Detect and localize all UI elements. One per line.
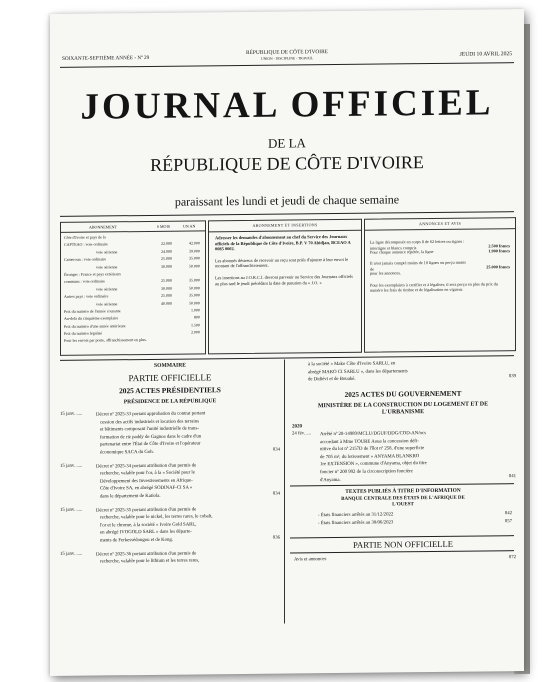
annonces-p3b: pour les annonces. xyxy=(370,270,402,276)
right-top-entry xyxy=(290,359,516,384)
annonces-p2-val: 1.900 francs xyxy=(488,247,510,254)
abonnement-row-label: voie aérienne xyxy=(96,286,118,292)
entry-line: et bâtiments composant l'unité industrielle de trans- xyxy=(100,426,199,433)
partie-non-officielle-heading: PARTIE NON OFFICIELLE xyxy=(353,538,453,550)
entry-line: de 705 m², du lotissement « ANYAMA BLANKRO xyxy=(320,453,420,460)
abonnement-insertions-heading: ABONNEMENT ET INSERTIONS xyxy=(209,220,361,233)
etat-label: - États financiers arrêtés au 31/12/2022 xyxy=(318,512,394,519)
abonnement-row-6mois: 25.000 xyxy=(161,292,172,298)
presidence-heading: PRÉSIDENCE DE LA RÉPUBLIQUE xyxy=(123,398,217,406)
bceao-heading: BANQUE CENTRALE DES ÉTATS DE L'AFRIQUE DE L'OUEST xyxy=(341,495,465,508)
entry-line: Côte d'Ivoire SA, en abrégé SODINAF-CI SA » xyxy=(100,485,193,492)
partie-officielle-heading: PARTIE OFFICIELLE xyxy=(128,372,212,384)
abonnement-row-6mois: 30.000 xyxy=(161,263,172,269)
abonnement-row-1an: 800 xyxy=(194,314,200,320)
abonnement-row-1an: 1.000 xyxy=(191,307,200,313)
entry-page: 836 xyxy=(272,535,280,541)
entry-line: nitive du lot nº 2157D de l'îlot nº 258, d'une superficie xyxy=(320,446,425,453)
abonnement-box xyxy=(60,220,206,356)
textes-publies-heading: TEXTES PUBLIÉS À TITRE D'INFORMATION xyxy=(345,487,461,495)
abonnement-lines xyxy=(61,231,205,347)
sommaire-title: SOMMAIRE xyxy=(153,362,186,369)
abonnement-row-label: voie aérienne xyxy=(96,263,118,270)
right-top-page: 839 xyxy=(508,374,516,380)
entry-line: de Didiévi et de Bouaké. xyxy=(308,376,356,383)
entry-line: accordant à Mme TOURE Aoua la concession défi- xyxy=(320,438,419,445)
entry-line: Décret nº 2025-33 portant approbation du contrat portant xyxy=(96,411,206,418)
entry-line: en abrégé IVOGOLD SARL » dans les départe- xyxy=(100,529,192,536)
abonnement-row-label: communs : voie ordinaire xyxy=(64,278,105,285)
parution-label: paraissant les lundi et jeudi de chaque semaine xyxy=(174,192,400,209)
abonnement-row-1an: 35.000 xyxy=(189,292,200,298)
abonnement-row-6mois: 24.000 xyxy=(161,248,172,254)
journal-page xyxy=(50,9,524,676)
abonnement-row-6mois: 25.000 xyxy=(161,255,172,262)
annonces-box xyxy=(364,217,516,353)
entry-date: 15 janv. ..... xyxy=(60,463,83,469)
entry-line: recherche, valable pour le nickel, les terres rares, le cobalt, xyxy=(100,514,213,521)
etats-list xyxy=(294,511,516,529)
abonnement-col2: UN AN xyxy=(183,223,196,229)
entry-line: Arrêté nº 20-14989/MCLU/DGUF/DDG/COD-AN/ncs xyxy=(320,431,426,438)
abonnement-row-6mois: 30.000 xyxy=(161,285,172,291)
abonnement-row-1an: 35.000 xyxy=(189,277,200,283)
abonnement-row-label: Prix du numéro légalisé xyxy=(64,330,103,336)
abonnement-row-1an: 42.000 xyxy=(189,240,200,246)
entry-line: recherche, valable pour le lithium et les terres rares, xyxy=(100,558,200,565)
sommaire-entry[interactable] xyxy=(60,410,280,458)
arrete-page: 841 xyxy=(508,474,516,480)
entry-line: Décret nº 2025-36 portant attribution d'un permis de xyxy=(96,551,197,558)
entry-line: Décret nº 2025-35 portant attribution d'un permis de xyxy=(96,507,197,514)
entry-line: formation de riz paddy de Gagnoa dans le cadre d'un xyxy=(100,434,202,441)
entry-date: 15 janv. ..... xyxy=(60,411,83,417)
arrete-date: 24 fév. .... xyxy=(292,431,312,437)
abonnement-row-1an: 35.000 xyxy=(189,255,200,261)
abonnement-insertions-p1: Adresser les demandes d'abonnement au chef du Service des Journaux officiels de la République de Côte d'Ivoire, B.P. V 70 Abidjan, BCEAO A 0085 0002. xyxy=(215,233,351,252)
entry-line: 1re EXTENSION », commune d'Anyama, objet du titre xyxy=(320,461,427,468)
abonnement-row-label: Côte d'Ivoire et pays de la xyxy=(64,234,106,240)
entry-page: 834 xyxy=(272,491,280,497)
etat-row[interactable] xyxy=(294,519,516,529)
entry-line: foncier nº 200 992 de la circonscription foncière xyxy=(320,469,413,476)
abonnement-row-label: Étranger : France et pays extérieurs xyxy=(64,271,121,277)
abonnement-row-1an: 2.000 xyxy=(191,329,200,335)
annee-label: SOIXANTE-SEPTIÈME ANNÉE - Nº 29 xyxy=(62,54,150,62)
annonces-p2: Pour chaque annonce répétée, la ligne xyxy=(370,249,434,255)
entry-line: d'Anyama. xyxy=(320,477,341,483)
de-la-label: DE LA xyxy=(268,135,306,151)
entry-line: recherche, valable pour l'or, à la « Société pour le xyxy=(100,470,195,477)
abonnement-row-label: voie aérienne xyxy=(96,249,118,255)
avis-page: 872 xyxy=(508,555,516,561)
ministere-heading: MINISTÈRE DE LA CONSTRUCTION DU LOGEMENT ET DE L'URBANISME xyxy=(317,401,489,416)
entry-line: abrégé MAKO CI SARLU », dans les départements xyxy=(308,368,408,375)
abonnement-insertions-box xyxy=(208,219,362,355)
year-2020: 2020 xyxy=(292,424,302,430)
etat-page: 842 xyxy=(504,511,512,517)
abonnement-row-6mois: 25.000 xyxy=(161,278,172,284)
annonces-p3-val: 25.000 francs xyxy=(486,264,510,270)
entry-line: dans le département de Katiola. xyxy=(100,493,161,500)
abonnement-row-1an: 50.000 xyxy=(189,262,200,269)
abonnement-row-6mois: 40.000 xyxy=(161,300,172,306)
entry-line: à la société « Mako Côte d'Ivoire SARLU, en xyxy=(308,361,396,368)
abonnement-heading: ABONNEMENT xyxy=(89,224,117,230)
abonnement-row-1an: 50.000 xyxy=(189,299,200,306)
title-rule xyxy=(60,211,514,217)
entry-line: économique SACA du Goh. xyxy=(100,449,154,456)
republic-name: RÉPUBLIQUE DE CÔTE D'IVOIRE xyxy=(150,152,424,175)
avis-rule xyxy=(290,550,514,553)
abonnement-col1: 6 MOIS xyxy=(157,223,171,229)
annonces-heading: ANNONCES ET AVIS xyxy=(365,218,515,231)
entry-line: partenariat entre l'État de Côte d'Ivoire et l'opérateur xyxy=(100,441,201,448)
entry-date: 15 janv. ..... xyxy=(60,551,83,557)
date-label: JEUDI 10 AVRIL 2025 xyxy=(459,51,512,58)
abonnement-row xyxy=(64,337,202,346)
annonces-p3: Il n'est jamais compté moins de 10 lignes ou perçu moins de xyxy=(370,259,466,272)
abonnement-row-label: Cameroun : voie ordinaire xyxy=(64,256,107,263)
abonnement-row-1an: 39.000 xyxy=(189,248,200,254)
republique-label: RÉPUBLIQUE DE CÔTE D'IVOIRE xyxy=(246,49,328,56)
entry-line: l'or et le chrome, à la société « Ivoire Gold SARL, xyxy=(100,522,197,529)
entry-line: cession des actifs industriels et location des terrains xyxy=(100,419,199,426)
abonnement-row-label: Prix du numéro de l'année courante xyxy=(64,308,121,314)
entry-page: 834 xyxy=(272,447,280,453)
abonnement-row-label: voie aérienne xyxy=(96,300,118,307)
entry-date: 15 janv. ..... xyxy=(60,507,83,513)
abonnement-row-label: Autres pays : voie ordinaire xyxy=(64,293,109,299)
actes-presidentiels-heading: 2025 ACTES PRÉSIDENTIELS xyxy=(119,385,221,396)
devise-label: UNION - DISCIPLINE - TRAVAIL xyxy=(261,56,313,61)
annonces-p1: La ligne décomposée en corps 8 de 62 lettres ou signes : intertigne et blancs compris xyxy=(370,238,465,251)
sommaire-entry[interactable] xyxy=(60,505,280,545)
sommaire-entry[interactable] xyxy=(60,549,280,566)
abonnement-row-label: Prix du numéro d'une année antérieure xyxy=(64,322,126,329)
column-separator xyxy=(284,360,285,624)
actes-gouvernement-heading: 2025 ACTES DU GOUVERNEMENT xyxy=(344,389,462,399)
entry-line: Décret nº 2025-34 portant attribution d'un permis de xyxy=(96,463,197,470)
abonnement-row-6mois: 22.000 xyxy=(161,241,172,247)
abonnement-insertions-p2: Les abonnés désireux de recevoir un reçu sont priés d'ajouter à leur envoi le montant de l'affranchissement. xyxy=(215,256,349,269)
sommaire-entry[interactable] xyxy=(60,461,280,501)
abonnement-row-1an: 50.000 xyxy=(189,285,200,291)
annonces-p4: Pour les exemplaires à certifier et à légaliser, il sera perçu en plus du prix du numéro les frais de timbre et de légalisation en vigueur. xyxy=(370,281,498,293)
top-rule xyxy=(60,62,514,68)
abonnement-row-1an: 1.500 xyxy=(191,322,200,328)
abonnement-row-label: CAPTEAO : voie ordinaire xyxy=(64,241,108,248)
sommaire-entries xyxy=(60,410,280,565)
entry-line: Développement des Investissements en Afrique- xyxy=(100,478,193,485)
abonnement-row-label: Au-delà du cinquième exemplaire xyxy=(64,315,119,322)
arrete-entry xyxy=(290,429,516,485)
annonces-p1-val: 2.500 francs xyxy=(488,243,510,249)
etat-label: - États financiers arrêtés au 30/06/2023 xyxy=(318,520,394,527)
abonnement-insertions-p3: Les insertions au J.O.R.C.I. devront parvenir au Service des Journaux officiels au plus tard le jeudi précédant la date de parution du « J.O. » xyxy=(215,273,353,286)
avis-label: Avis et annonces xyxy=(294,557,327,563)
entry-line: ments de Ferkessédougou et de Kong. xyxy=(100,537,174,544)
journal-title: JOURNAL OFFICIEL xyxy=(80,82,494,128)
abonnement-row-label: Pour les envois par poste, affranchissement en plus. xyxy=(64,337,147,344)
etat-page: 857 xyxy=(504,519,512,525)
